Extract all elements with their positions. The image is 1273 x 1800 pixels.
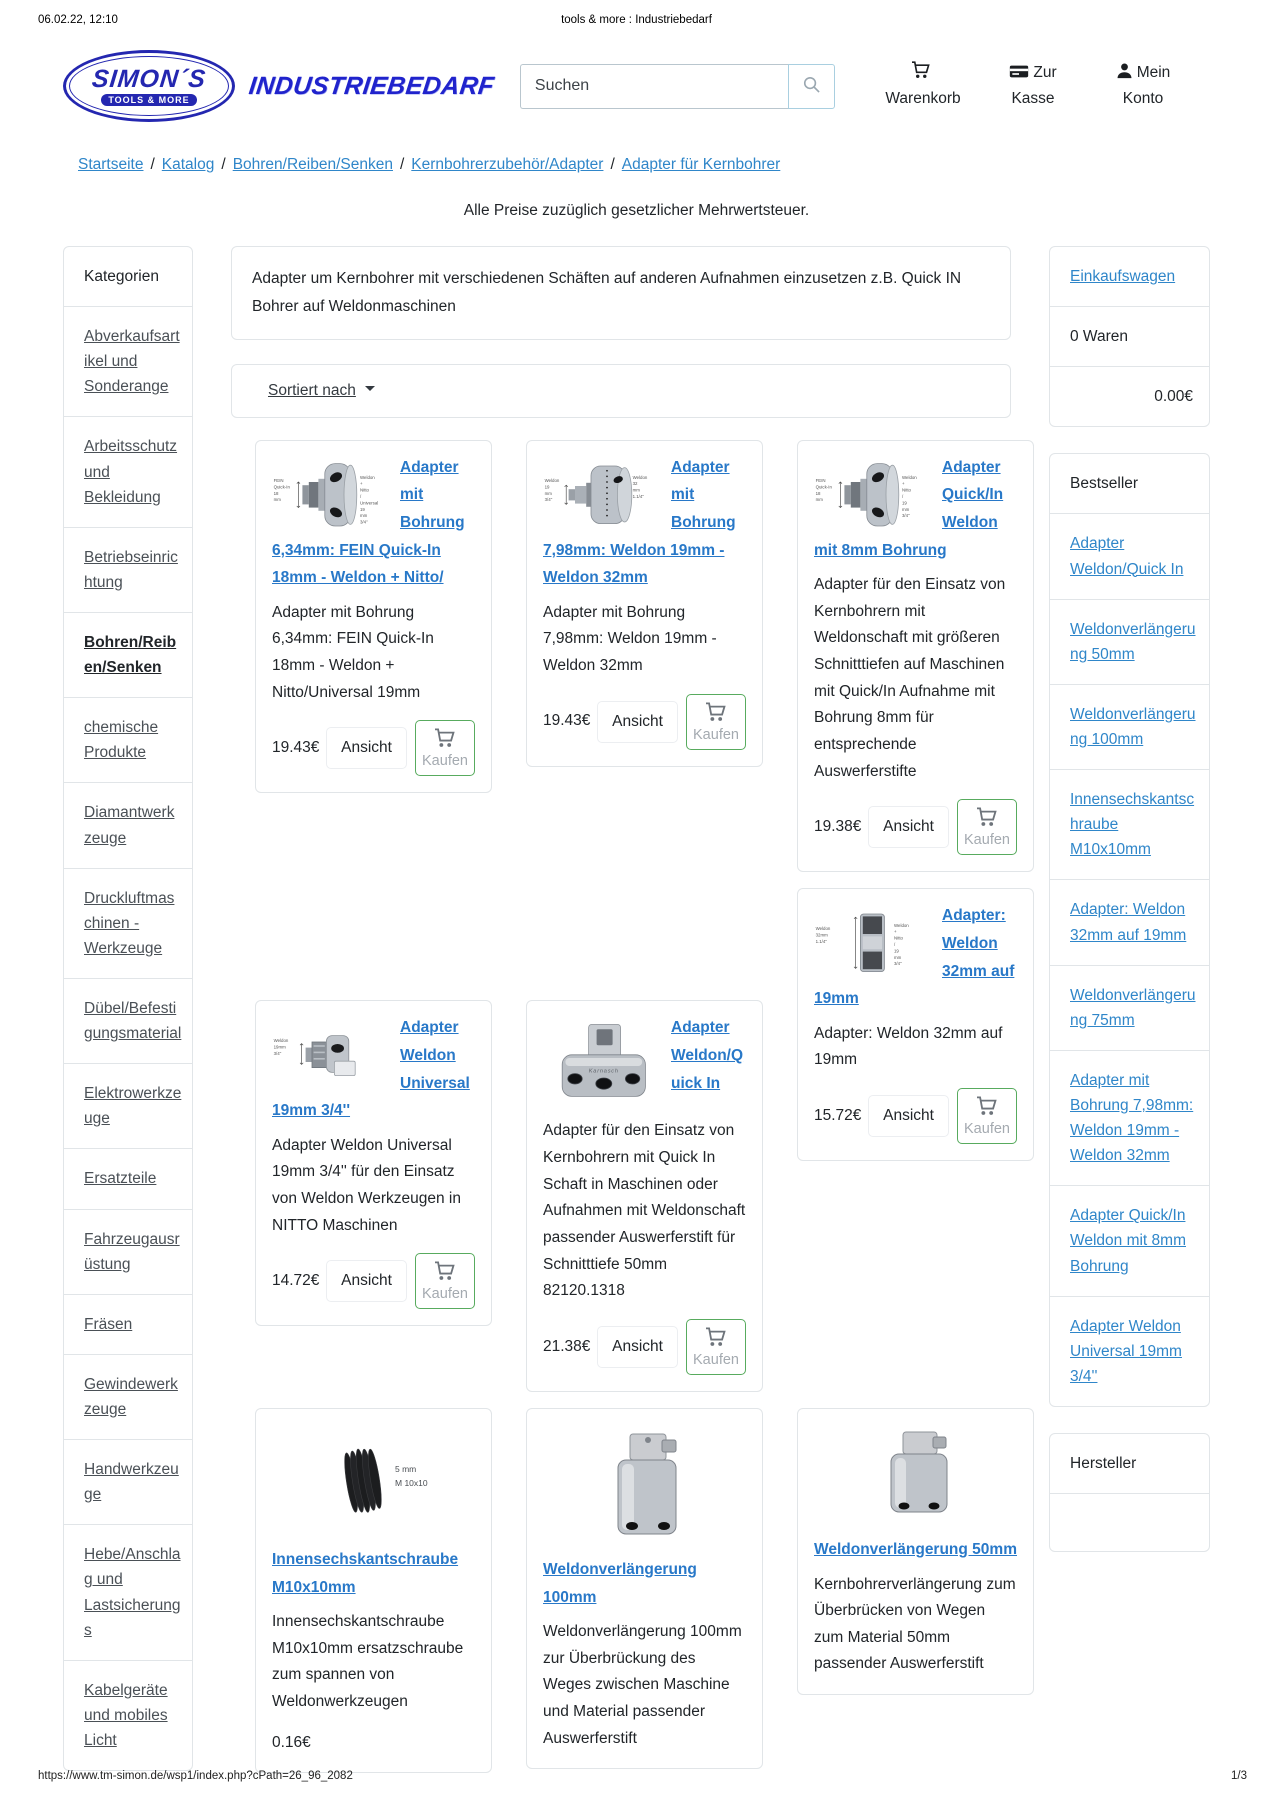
screw-product-photo (299, 1426, 449, 1536)
nav-item-label: Warenkorb (885, 90, 961, 107)
svg-text:mm: mm (359, 512, 368, 518)
bestseller-list-item (1050, 1296, 1209, 1406)
cart-icon (705, 702, 727, 725)
product-description: Adapter Weldon Universal 19mm 3/4'' für den Einsatz von Weldon Werkzeugen in NITTO Maschinen (272, 1136, 461, 1234)
logo-subtitle: TOOLS & MORE (101, 94, 196, 106)
product-price-row (272, 720, 475, 776)
svg-text:Weldon: Weldon (815, 926, 831, 932)
product-description: Adapter mit Bohrung 7,98mm: Weldon 19mm - Weldon 32mm (543, 603, 717, 674)
view-button[interactable]: Ansicht (597, 1326, 678, 1368)
svg-text:mm: mm (273, 496, 281, 502)
svg-text:M 10x10: M 10x10 (394, 1477, 428, 1488)
extension-product-photo (570, 1426, 720, 1546)
svg-text:/: / (901, 493, 904, 499)
svg-text:FEIN: FEIN (815, 477, 826, 483)
bestseller-list-item (1050, 684, 1209, 769)
product-price-row (814, 799, 1017, 855)
cart-icon (976, 807, 998, 830)
bestseller-list-item (1050, 1185, 1209, 1295)
buy-button-label: Kaufen (964, 832, 1010, 849)
product-image[interactable] (814, 458, 934, 532)
category-list-item (64, 527, 192, 612)
product-card (526, 1408, 763, 1769)
svg-text:mm: mm (815, 496, 823, 502)
buy-button[interactable] (415, 1253, 475, 1309)
product-description: Adapter für den Einsatz von Kernbohrern mit Quick In Schaft in Maschinen oder Aufnahmen mit Weldonschaft passender Auswerferstift für Schnitttiefe 50mm 82120.1318 (543, 1122, 746, 1300)
svg-text:Karnasch: Karnasch (588, 1068, 619, 1075)
breadcrumb-separator: / (150, 156, 155, 173)
svg-text:Quick-In: Quick-In (273, 484, 290, 490)
bestseller-list-item (1050, 1050, 1209, 1185)
cart-icon (705, 1327, 727, 1350)
category-link[interactable]: Gewindewerkzeuge (84, 1375, 178, 1418)
product-price: 14.72€ (272, 1271, 320, 1289)
sort-box (231, 364, 1011, 418)
breadcrumb-link[interactable]: Katalog (161, 156, 215, 173)
product-description: Kernbohrerverlängerung zum Überbrücken von Wegen zum Material 50mm passender Auswerferstift (814, 1575, 1016, 1673)
category-list-item (64, 1148, 192, 1208)
product-card (797, 1408, 1034, 1695)
product-description: Adapter mit Bohrung 6,34mm: FEIN Quick-In 18mm - Weldon + Nitto/Universal 19mm (272, 603, 434, 701)
svg-text:Nitto: Nitto (901, 487, 911, 493)
svg-text:1.1/4'': 1.1/4'' (815, 939, 828, 945)
svg-text:3/4'': 3/4'' (544, 496, 553, 502)
category-list-item (64, 306, 192, 416)
bestseller-box (1049, 453, 1210, 1407)
product-image[interactable] (272, 458, 392, 532)
cart-icon (434, 728, 456, 751)
product-price-row (814, 1088, 1017, 1144)
category-link[interactable]: Fräsen (84, 1315, 133, 1333)
buy-button[interactable] (415, 720, 475, 776)
cart-icon (434, 1261, 456, 1284)
svg-text:19: 19 (893, 948, 899, 954)
product-price: 0.16€ (272, 1733, 311, 1751)
bestseller-link[interactable]: Adapter mit Bohrung 7,98mm: Weldon 19mm - Weldon 32mm (1070, 1071, 1194, 1165)
svg-text:19: 19 (544, 484, 550, 490)
search-icon (802, 75, 821, 97)
category-link[interactable]: Arbeitsschutz und Bekleidung (84, 438, 178, 506)
svg-text:19mm: 19mm (273, 1044, 286, 1050)
bestseller-list-item (1050, 879, 1209, 964)
main-column (231, 246, 1017, 1773)
product-price: 19.43€ (543, 712, 591, 730)
category-list-item (64, 1294, 192, 1354)
product-title-link[interactable]: Adapter Quick/In Weldon mit 8mm Bohrung (814, 458, 1004, 559)
cart-total: 0.00€ (1050, 366, 1209, 426)
product-card (255, 1000, 492, 1326)
category-list-item (64, 782, 192, 867)
adapter-technical-drawing (272, 1018, 392, 1092)
bestseller-link[interactable]: Weldonverlängerung 50mm (1070, 620, 1196, 663)
breadcrumb-separator: / (610, 156, 615, 173)
cart-link[interactable]: Einkaufswagen (1070, 268, 1176, 285)
bestseller-link[interactable]: Weldonverlängerung 75mm (1070, 986, 1196, 1029)
svg-text:mm: mm (632, 487, 640, 493)
product-card (526, 1000, 763, 1392)
svg-text:1.1/4'': 1.1/4'' (632, 493, 645, 499)
product-image[interactable] (543, 1018, 663, 1106)
buy-button-label: Kaufen (422, 1286, 468, 1303)
svg-text:Nitto: Nitto (359, 487, 369, 493)
category-link[interactable]: Elektrowerkzeuge (84, 1085, 182, 1128)
product-price-row (543, 1319, 746, 1375)
product-card (255, 1408, 492, 1773)
breadcrumb-link[interactable]: Bohren/Reiben/Senken (232, 156, 393, 173)
category-link[interactable]: Dübel/Befestigungsmaterial (84, 999, 182, 1043)
svg-text:mm: mm (893, 955, 902, 961)
svg-text:+: + (893, 929, 897, 935)
svg-text:mm: mm (901, 506, 910, 512)
product-price: 19.43€ (272, 738, 320, 756)
manufacturer-box (1049, 1433, 1210, 1552)
search-button[interactable] (788, 64, 835, 109)
product-image[interactable] (841, 1426, 991, 1526)
svg-text:Quick-In: Quick-In (815, 484, 832, 490)
print-header (0, 0, 1273, 26)
product-title-link[interactable]: Innensechskantschraube M10x10mm (272, 1550, 459, 1596)
product-card (797, 440, 1034, 873)
nav-item-label: Zur Kasse (1011, 63, 1057, 107)
categories-title: Kategorien (84, 268, 159, 285)
buy-button[interactable] (957, 1088, 1017, 1144)
category-description: Adapter um Kernbohrer mit verschiedenen Schäften auf anderen Aufnahmen einzusetzen z.B. Quick IN Bohrer auf Weldonmaschinen (231, 246, 1011, 340)
cart-summary-box (1049, 246, 1210, 427)
category-link[interactable]: Bohren/Reiben/Senken (84, 633, 177, 677)
product-image[interactable] (814, 906, 934, 980)
logo-name: SIMON´S (90, 64, 208, 93)
user-icon (1116, 62, 1133, 87)
product-title-link[interactable]: Adapter: Weldon 32mm auf 19mm (814, 907, 1015, 1008)
category-list-item (64, 1524, 192, 1659)
category-list-item (64, 868, 192, 978)
product-title-link[interactable]: Weldonverlängerung 50mm (814, 1540, 1017, 1558)
adapter-technical-drawing (272, 458, 392, 532)
breadcrumb-link[interactable]: Kernbohrerzubehör/Adapter (411, 156, 604, 173)
svg-text:32: 32 (632, 480, 638, 486)
category-link[interactable]: Hebe/Anschlag und Lastsicherungs (84, 1546, 181, 1639)
product-image[interactable] (272, 1018, 392, 1092)
product-description: Weldonverlängerung 100mm zur Überbrückung des Weges zwischen Maschine und Material passender Auswerferstift (543, 1623, 742, 1747)
breadcrumb-separator: / (221, 156, 226, 173)
category-link[interactable]: chemische Produkte (84, 719, 159, 762)
svg-text:+: + (359, 480, 363, 486)
category-link[interactable]: Fahrzeugausrüstung (84, 1230, 180, 1273)
chevron-down-icon (365, 386, 375, 396)
svg-text:3/4'': 3/4'' (273, 1051, 282, 1057)
view-button[interactable]: Ansicht (326, 1260, 407, 1302)
svg-text:18: 18 (815, 490, 821, 496)
category-link[interactable]: Abverkaufsartikel und Sonderange (84, 328, 180, 396)
bestseller-link[interactable]: Weldonverlängerung 100mm (1070, 705, 1196, 748)
manufacturer-empty-cell (1050, 1493, 1209, 1551)
product-description: Adapter: Weldon 32mm auf 19mm (814, 1024, 1003, 1069)
category-list-item (64, 416, 192, 526)
svg-text:Weldon: Weldon (632, 474, 648, 480)
product-title-link[interactable]: Adapter Weldon/Quick In (671, 1019, 744, 1092)
account-nav-item[interactable] (1103, 61, 1183, 111)
category-link[interactable]: Ersatzteile (84, 1170, 157, 1188)
product-image[interactable] (570, 1426, 720, 1546)
svg-text:3/4'': 3/4'' (901, 512, 910, 518)
product-title-link[interactable]: Adapter mit Bohrung 6,34mm: FEIN Quick-In 18mm - Weldon + Nitto/ (272, 458, 465, 587)
buy-button-label: Kaufen (964, 1120, 1010, 1137)
buy-button[interactable] (686, 694, 746, 750)
checkout-nav-item[interactable] (993, 61, 1073, 111)
category-list-item (64, 1063, 192, 1148)
product-price-row (272, 1730, 475, 1757)
product-image[interactable] (299, 1426, 449, 1536)
tax-note: Alle Preise zuzüglich gesetzlicher Mehrwertsteuer. (463, 202, 810, 219)
svg-text:Weldon: Weldon (359, 474, 375, 480)
view-button[interactable]: Ansicht (326, 727, 407, 769)
view-button[interactable]: Ansicht (868, 806, 949, 848)
bestseller-title: Bestseller (1070, 475, 1139, 493)
adapter-technical-drawing (543, 458, 663, 532)
category-list-item (64, 612, 192, 697)
bestseller-link[interactable]: Adapter: Weldon 32mm auf 19mm (1070, 901, 1187, 944)
product-price: 15.72€ (814, 1106, 862, 1124)
svg-text:Weldon: Weldon (901, 474, 917, 480)
svg-text:19: 19 (901, 500, 907, 506)
category-list-item (64, 1439, 192, 1524)
cart-icon (976, 1096, 998, 1119)
logo-brand-text: INDUSTRIEBEDARF (247, 71, 496, 100)
category-list-item (64, 1209, 192, 1294)
product-price: 19.38€ (814, 818, 862, 836)
product-price-row (272, 1253, 475, 1309)
sort-dropdown[interactable]: Sortiert nach (268, 382, 375, 399)
svg-text:19: 19 (359, 506, 365, 512)
category-link[interactable]: Betriebseinrichtung (84, 548, 178, 591)
print-footer (38, 1770, 1247, 1782)
content-layout (63, 246, 1273, 1773)
product-card (797, 888, 1034, 1161)
svg-text:Weldon: Weldon (893, 923, 909, 929)
product-card (526, 440, 763, 767)
product-card (255, 440, 492, 794)
view-button[interactable]: Ansicht (597, 701, 678, 743)
svg-text:Nitto: Nitto (893, 935, 903, 941)
logo-oval (63, 50, 235, 122)
right-sidebar (1049, 246, 1210, 1578)
category-link[interactable]: Druckluftmaschinen - Werkzeuge (84, 889, 175, 957)
category-link[interactable]: Diamantwerkzeuge (84, 804, 175, 847)
product-title-link[interactable]: Adapter Weldon Universal 19mm 3/4'' (272, 1019, 470, 1120)
search-input[interactable] (520, 64, 788, 109)
product-description: Innensechskantschraube M10x10mm ersatzschraube zum spannen von Weldonwerkzeugen (272, 1613, 464, 1711)
category-list-item (64, 978, 192, 1063)
adapter-product-photo (543, 1018, 663, 1106)
nav-item-label: Mein Konto (1122, 63, 1171, 107)
svg-text:Weldon: Weldon (544, 477, 560, 483)
page-url: https://www.tm-simon.de/wsp1/index.php?cPath=26_96_2082 (38, 1770, 353, 1782)
bestseller-link[interactable]: Adapter Weldon Universal 19mm 3/4'' (1070, 1317, 1182, 1385)
print-doc-title: tools & more : Industriebedarf (561, 14, 712, 26)
category-list-item (64, 1660, 192, 1770)
buy-button-label: Kaufen (693, 1351, 739, 1368)
manufacturer-title: Hersteller (1070, 1454, 1137, 1472)
breadcrumb-link[interactable]: Startseite (78, 156, 144, 173)
cart-nav-item[interactable] (883, 61, 963, 111)
category-list-item (64, 697, 192, 782)
cart-item-count: 0 Waren (1050, 306, 1209, 366)
bestseller-list-item (1050, 513, 1209, 598)
product-title-link[interactable]: Adapter mit Bohrung 7,98mm: Weldon 19mm - Weldon 32mm (543, 458, 736, 587)
credit-card-icon (1009, 63, 1029, 87)
svg-text:/: / (359, 493, 362, 499)
bestseller-list-item (1050, 769, 1209, 879)
breadcrumb-separator: / (399, 156, 405, 173)
cart-icon (911, 61, 931, 87)
svg-text:32mm: 32mm (815, 932, 828, 938)
categories-sidebar (63, 246, 193, 1771)
product-price-row (543, 694, 746, 750)
site-header (0, 26, 1273, 122)
category-link[interactable]: Handwerkzeuge (84, 1461, 179, 1504)
svg-text:Weldon: Weldon (273, 1038, 289, 1044)
svg-text:/: / (893, 942, 896, 948)
product-description: Adapter für den Einsatz von Kernbohrern mit Weldonschaft mit größeren Schnitttiefen auf Maschinen mit Quick/In Aufnahme mit Bohrung 8mm für entsprechende Auswerferstifte (814, 576, 1006, 780)
svg-text:FEIN: FEIN (273, 477, 284, 483)
bestseller-link[interactable]: Innensechskantschraube M10x10mm (1070, 791, 1195, 859)
svg-text:mm: mm (544, 490, 552, 496)
search-bar (520, 64, 835, 109)
product-title-link[interactable]: Weldonverlängerung 100mm (543, 1560, 697, 1606)
product-price: 21.38€ (543, 1337, 591, 1355)
bestseller-list-item (1050, 965, 1209, 1050)
view-button[interactable]: Ansicht (868, 1095, 949, 1137)
svg-text:5 mm: 5 mm (394, 1463, 416, 1474)
adapter-technical-drawing (814, 458, 934, 532)
svg-text:+: + (901, 480, 905, 486)
bestseller-link[interactable]: Adapter Weldon/Quick In (1070, 535, 1184, 578)
svg-text:3/4'': 3/4'' (359, 519, 368, 525)
breadcrumb-link[interactable]: Adapter für Kernbohrer (621, 156, 781, 173)
svg-text:3/4'': 3/4'' (893, 961, 902, 967)
shop-logo[interactable] (63, 50, 494, 122)
breadcrumb (78, 156, 1210, 174)
bestseller-link[interactable]: Adapter Quick/In Weldon mit 8mm Bohrung (1070, 1207, 1186, 1275)
page-number: 1/3 (1231, 1770, 1247, 1782)
buy-button-label: Kaufen (693, 726, 739, 743)
svg-text:18: 18 (273, 490, 279, 496)
buy-button[interactable] (957, 799, 1017, 855)
header-quick-nav (883, 61, 1183, 111)
adapter-technical-drawing (814, 906, 934, 980)
category-list-item (64, 1354, 192, 1439)
product-image[interactable] (543, 458, 663, 532)
extension-product-photo (841, 1426, 991, 1526)
buy-button[interactable] (686, 1319, 746, 1375)
print-timestamp: 06.02.22, 12:10 (38, 14, 118, 26)
svg-text:Universal: Universal (359, 500, 379, 506)
product-grid (231, 418, 1017, 1774)
buy-button-label: Kaufen (422, 753, 468, 770)
category-link[interactable]: Kabelgeräte und mobiles Licht (84, 1681, 168, 1749)
bestseller-list-item (1050, 599, 1209, 684)
